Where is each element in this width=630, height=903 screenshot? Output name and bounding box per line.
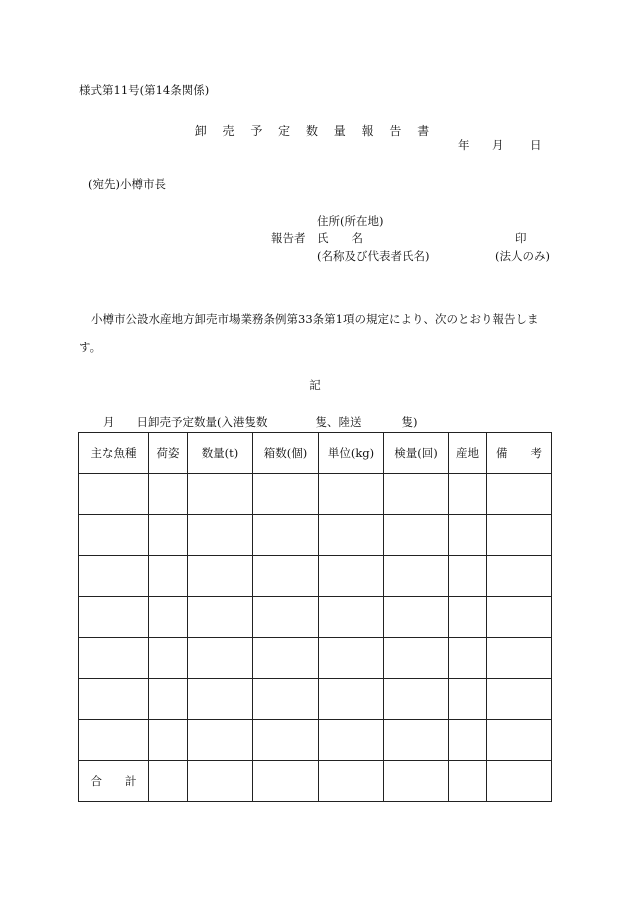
date-month: 月 xyxy=(492,138,504,152)
table-header-row xyxy=(79,433,552,474)
table-cell[interactable] xyxy=(253,679,319,720)
table-cell[interactable] xyxy=(188,515,253,556)
table-cell[interactable] xyxy=(188,720,253,761)
header-origin: 産地 xyxy=(449,433,487,474)
header-unit: 単位(kg) xyxy=(319,433,384,474)
table-cell[interactable] xyxy=(149,515,188,556)
table-cell[interactable] xyxy=(149,679,188,720)
header-fish-species: 主な魚種 xyxy=(79,433,149,474)
table-cell[interactable] xyxy=(188,597,253,638)
table-cell[interactable] xyxy=(449,556,487,597)
table-cell[interactable] xyxy=(79,515,149,556)
table-cell[interactable] xyxy=(253,761,319,802)
table-cell[interactable] xyxy=(384,515,449,556)
reporter-label: 報告者 xyxy=(271,231,306,245)
table-cell[interactable] xyxy=(319,597,384,638)
table-cell[interactable] xyxy=(319,556,384,597)
corporation-only-label: (法人のみ) xyxy=(495,249,550,263)
table-cell[interactable] xyxy=(253,515,319,556)
table-cell[interactable] xyxy=(188,556,253,597)
table-cell[interactable] xyxy=(149,556,188,597)
seal-label: 印 xyxy=(515,231,527,245)
header-remarks: 備 考 xyxy=(487,433,552,474)
table-cell[interactable] xyxy=(188,761,253,802)
table-cell[interactable] xyxy=(319,761,384,802)
table-caption xyxy=(103,414,418,430)
table-cell[interactable] xyxy=(449,761,487,802)
table-cell[interactable] xyxy=(79,556,149,597)
table-cell[interactable] xyxy=(79,720,149,761)
table-cell[interactable] xyxy=(319,720,384,761)
report-table xyxy=(78,432,552,802)
header-packaging: 荷姿 xyxy=(149,433,188,474)
date-line xyxy=(458,137,542,153)
table-row xyxy=(79,474,552,515)
caption-vessel: 隻、陸送 xyxy=(315,415,362,429)
table-cell[interactable] xyxy=(149,597,188,638)
table-cell[interactable] xyxy=(253,638,319,679)
ki-heading: 記 xyxy=(309,378,321,392)
table-cell[interactable] xyxy=(79,638,149,679)
name-label: 氏 名 xyxy=(317,231,363,245)
table-row xyxy=(79,597,552,638)
representative-name-label: (名称及び代表者氏名) xyxy=(317,249,430,263)
table-cell[interactable] xyxy=(319,474,384,515)
table-cell[interactable] xyxy=(487,515,552,556)
table-cell[interactable] xyxy=(487,679,552,720)
table-cell[interactable] xyxy=(149,474,188,515)
table-cell[interactable] xyxy=(188,474,253,515)
table-cell[interactable] xyxy=(384,761,449,802)
header-quantity: 数量(t) xyxy=(188,433,253,474)
table-cell[interactable] xyxy=(384,679,449,720)
table-cell[interactable] xyxy=(79,679,149,720)
table-cell[interactable] xyxy=(319,638,384,679)
table-cell[interactable] xyxy=(487,720,552,761)
body-text: 小樽市公設水産地方卸売市場業務条例第33条第1項の規定により、次のとおり報告します。 xyxy=(79,312,539,354)
table-row xyxy=(79,638,552,679)
header-inspection: 検量(回) xyxy=(384,433,449,474)
date-year: 年 xyxy=(458,138,470,152)
table-cell[interactable] xyxy=(487,597,552,638)
date-day: 日 xyxy=(530,138,542,152)
table-cell[interactable] xyxy=(449,597,487,638)
table-cell[interactable] xyxy=(79,474,149,515)
table-cell[interactable] xyxy=(449,474,487,515)
table-cell[interactable] xyxy=(384,556,449,597)
table-cell[interactable] xyxy=(384,720,449,761)
table-cell[interactable] xyxy=(253,597,319,638)
table-cell[interactable] xyxy=(319,679,384,720)
table-cell[interactable] xyxy=(319,515,384,556)
table-cell[interactable] xyxy=(149,720,188,761)
document-title: 卸 売 予 定 数 量 報 告 書 xyxy=(194,124,436,138)
table-cell[interactable] xyxy=(487,556,552,597)
table-cell[interactable] xyxy=(253,556,319,597)
table-cell[interactable] xyxy=(487,761,552,802)
table-row xyxy=(79,720,552,761)
table-row xyxy=(79,679,552,720)
table-cell[interactable] xyxy=(384,474,449,515)
table-cell[interactable] xyxy=(384,597,449,638)
caption-vessel-end: 隻) xyxy=(401,415,418,429)
table-cell[interactable] xyxy=(79,597,149,638)
table-cell[interactable] xyxy=(487,638,552,679)
address-label: 住所(所在地) xyxy=(317,214,384,228)
table-cell[interactable] xyxy=(449,638,487,679)
table-cell[interactable] xyxy=(253,474,319,515)
header-box-count: 箱数(個) xyxy=(253,433,319,474)
table-cell[interactable] xyxy=(449,515,487,556)
total-label: 合 計 xyxy=(79,761,149,802)
form-number: 様式第11号(第14条関係) xyxy=(79,83,210,97)
table-row xyxy=(79,515,552,556)
table-cell[interactable] xyxy=(188,679,253,720)
table-cell[interactable] xyxy=(149,638,188,679)
table-cell[interactable] xyxy=(449,720,487,761)
table-cell[interactable] xyxy=(188,638,253,679)
caption-day-label: 日卸売予定数量(入港隻数 xyxy=(136,415,268,429)
table-cell[interactable] xyxy=(149,761,188,802)
table-row xyxy=(79,556,552,597)
table-cell[interactable] xyxy=(449,679,487,720)
addressee: (宛先)小樽市長 xyxy=(88,177,166,191)
table-cell[interactable] xyxy=(487,474,552,515)
total-row xyxy=(79,761,552,802)
table-cell[interactable] xyxy=(253,720,319,761)
table-cell[interactable] xyxy=(384,638,449,679)
caption-month: 月 xyxy=(103,415,115,429)
